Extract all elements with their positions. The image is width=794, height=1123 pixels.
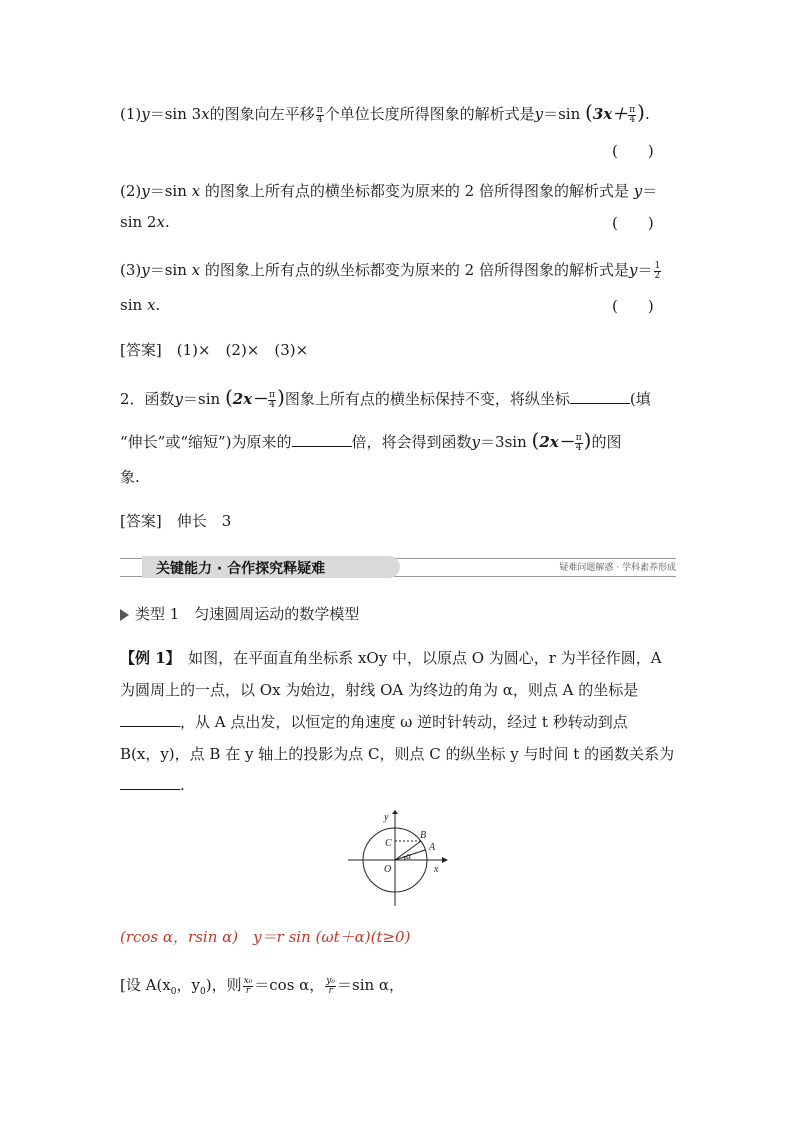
var-x: x (191, 261, 201, 279)
answer-paren: ( ) (612, 214, 654, 232)
example-line4 (120, 744, 674, 764)
q4-text: (填 (629, 390, 651, 408)
var-x: x (191, 182, 201, 200)
q4-inner: 2x－ (539, 433, 574, 451)
question-1-line (120, 102, 650, 125)
q2-text: ＝ (642, 182, 658, 200)
solution-line (120, 975, 404, 1002)
example-label: 【例 1】 (120, 649, 174, 667)
q1-number: (1) (120, 105, 142, 123)
label-alpha: α (406, 851, 412, 862)
frac-num: π (269, 389, 276, 400)
q1-tail: . (644, 105, 650, 123)
answer-paren: ( ) (612, 297, 654, 315)
answer-coords: (rcos α，rsin α) (120, 928, 239, 946)
q1-text: ＝sin (543, 105, 586, 123)
answer-text: 伸长 3 (176, 512, 232, 530)
var-x: x (201, 105, 210, 123)
q3-text: ＝ (637, 261, 653, 279)
example-text: B(x，y)，点 B 在 y 轴上的投影为点 C，则点 C 的纵坐标 y 与时间 t 的函数关系为 (120, 745, 675, 763)
fraction (628, 106, 636, 125)
example-text: . (180, 776, 185, 794)
blank-field[interactable] (120, 775, 180, 790)
example-text: ，从 A 点出发，以恒定的角速度 ω 逆时针转动，经过 t 秒转动到点 (180, 713, 628, 731)
example-line1 (120, 648, 662, 668)
x-arrow (442, 857, 448, 863)
q4-text: 象. (120, 468, 140, 486)
paren-open: ( (224, 385, 233, 409)
frac-den: 4 (316, 114, 323, 125)
label-B: B (420, 830, 427, 841)
label-A: A (429, 842, 436, 853)
section-banner (120, 556, 676, 578)
q4-text: 图象上所有点的横坐标保持不变，将纵坐标 (284, 390, 570, 408)
type-label: 类型 1 匀速圆周运动的数学模型 (135, 605, 360, 623)
paren-close: ) (277, 385, 285, 409)
q4-text: ＝sin (183, 390, 225, 408)
blank-field[interactable] (292, 432, 352, 447)
question-4-line3 (120, 467, 140, 487)
frac-num: x₀ (243, 975, 253, 986)
label-O: O (384, 864, 392, 875)
fraction (268, 391, 276, 410)
q4-text: 倍，将会得到函数 (351, 433, 472, 451)
q1-inner: 3x＋ (592, 105, 628, 123)
q3-text: sin (120, 296, 147, 314)
solution-text: [设 A(x (120, 976, 171, 994)
answer-label: [答案] (120, 341, 162, 359)
q2-number: (2) (120, 182, 142, 200)
answer-3 (120, 927, 410, 947)
var-y: y (141, 182, 150, 200)
frac-num: y₀ (326, 975, 335, 986)
frac-num: π (316, 104, 323, 115)
var-x: x (156, 213, 165, 231)
answer-1 (120, 340, 308, 360)
answer-text: (1)× (2)× (3)× (176, 341, 309, 359)
fraction (316, 106, 324, 125)
var-x: x (146, 296, 156, 314)
q4-text: “伸长”或“缩短”)为原来的 (120, 433, 292, 451)
q4-text: ＝3sin (480, 433, 532, 451)
label-C: C (385, 838, 392, 849)
frac-den: 4 (269, 399, 275, 410)
q4-inner: 2x－ (232, 390, 268, 408)
example-text: 为圆周上的一点，以 Ox 为始边，射线 OA 为终边的角为 α，则点 A 的坐标是 (120, 681, 639, 699)
q3-text: ＝sin (149, 261, 192, 279)
q2-text: 的图象上所有点的横坐标都变为原来的 2 倍所得图象的解析式是 (200, 182, 634, 200)
q1-text: 个单位长度所得图象的解析式是 (324, 105, 535, 123)
paren-open: ( (531, 428, 540, 452)
q2-tail: . (164, 213, 170, 231)
answer-label: [答案] (120, 512, 162, 530)
q3-text: 的图象上所有点的纵坐标都变为原来的 2 倍所得图象的解析式是 (200, 261, 629, 279)
frac-den: r (328, 985, 333, 996)
var-y: y (174, 390, 184, 408)
solution-text: )，则 (205, 976, 242, 994)
label-y: y (384, 812, 389, 823)
example-text: 如图，在平面直角坐标系 xOy 中，以原点 O 为圆心，r 为半径作圆，A (173, 649, 662, 667)
example-line5 (120, 775, 185, 795)
frac-den: 4 (575, 442, 582, 453)
frac-den: 4 (629, 114, 636, 125)
answer-2 (120, 511, 231, 531)
fraction (243, 977, 254, 996)
frac-num: π (629, 104, 636, 115)
paren-open: ( (585, 100, 593, 124)
q3-number: (3) (120, 261, 142, 279)
question-4-line1 (120, 387, 651, 410)
var-y: y (633, 182, 643, 200)
q2-text: sin 2 (120, 213, 157, 231)
q4-text: 的图 (591, 433, 622, 451)
question-3-line (120, 260, 662, 281)
q1-text: 的图象向左平移 (209, 105, 315, 123)
frac-den: 2 (654, 270, 661, 281)
y-arrow (392, 810, 398, 814)
answer-function: y＝r sin (ωt＋α)(t≥0) (253, 928, 411, 946)
blank-field[interactable] (570, 389, 630, 404)
question-2-line2 (120, 212, 170, 232)
fraction (654, 262, 662, 281)
banner-subtitle: 疑难问题解惑 · 学科素养形成 (559, 563, 676, 573)
paren-close: ) (637, 100, 645, 124)
example-line2 (120, 680, 638, 700)
subscript: 0 (170, 987, 177, 997)
answer-paren: ( ) (612, 142, 654, 160)
solution-text: ＝cos α， (254, 976, 325, 994)
paren-close: ) (583, 428, 592, 452)
var-y: y (534, 105, 544, 123)
play-triangle-icon (120, 609, 129, 621)
frac-num: π (575, 432, 582, 443)
q3-tail: . (155, 296, 161, 314)
unit-circle-figure (340, 810, 450, 910)
var-y: y (471, 433, 481, 451)
blank-field[interactable] (120, 712, 180, 727)
q2-text: ＝sin (149, 182, 192, 200)
question-4-line2 (120, 430, 621, 453)
var-y: y (141, 261, 150, 279)
fraction (325, 977, 336, 996)
solution-text: ，y (176, 976, 200, 994)
var-y: y (629, 261, 638, 279)
q1-text: ＝sin 3 (149, 105, 202, 123)
example-line3 (120, 712, 628, 732)
label-x: x (434, 864, 439, 875)
var-y: y (141, 105, 150, 123)
question-3-line2 (120, 295, 160, 315)
q4-text: 2．函数 (120, 390, 175, 408)
frac-num: 1 (654, 260, 661, 271)
solution-text: ＝sin α， (337, 976, 405, 994)
fraction (575, 434, 583, 453)
type-heading (120, 604, 359, 624)
frac-den: r (245, 985, 251, 996)
subscript: 0 (199, 987, 206, 997)
banner-title: 关键能力 · 合作探究释疑难 (156, 561, 326, 577)
question-2-line (120, 181, 657, 201)
